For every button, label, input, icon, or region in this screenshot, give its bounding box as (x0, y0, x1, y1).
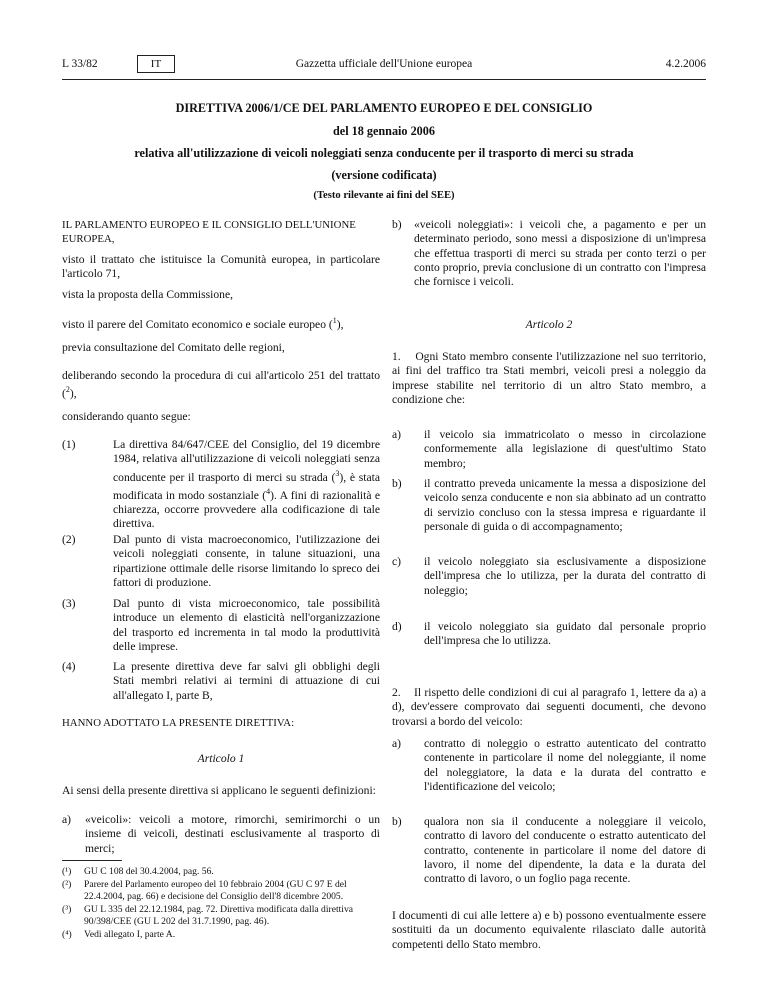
article-2-paragraph-2: 2. Il rispetto delle condizioni di cui al paragrafo 1, lettere da a) a d), dev'essere comprovato dai seguenti documenti, che devono trovarsi a bordo del veicolo: (392, 686, 706, 728)
article-1-intro: Ai sensi della presente direttiva si applicano le seguenti definizioni: (62, 784, 376, 797)
definition-label: b) (392, 218, 402, 231)
closing-paragraph: I documenti di cui alle lettere a) e b) possono eventualmente essere sostituiti da un documento equivalente rilasciato dalle autorità competenti dello Stato membro. (392, 909, 706, 951)
footnote: (⁴) Vedi allegato I, parte A. (62, 929, 176, 940)
citation-procedure: deliberando secondo la procedura di cui all'articolo 251 del trattato ($^2$), (62, 369, 380, 401)
footnote: (³) GU L 335 del 22.12.1984, pag. 72. Direttiva modificata dalla direttiva 90/398/CEE (GU L 202 del 31.7.1990, pag. 46). (62, 904, 353, 927)
recital-number: (4) (62, 660, 76, 673)
language-code: IT (150, 58, 162, 70)
document-text: contratto di noleggio o estratto autenticato del contratto contenente in particolare il nome del noleggiante, il nome del noleggiatore, la data e la durata del contratto e l'identificazione del veicolo; (424, 737, 706, 793)
citation-regions: previa consultazione del Comitato delle regioni, (62, 341, 285, 354)
recital-text: La direttiva 84/647/CEE del Consiglio, del 19 dicembre 1984, relativa all'utilizzazione di veicoli noleggiati senza conducente per il trasporto di merci su strada ($^3$), è stata modificata in modo sostanziale ($^4$). A fini di razionalità e chiarezza, occorre provvedere alla codificazione di tale direttiva. (113, 438, 381, 531)
adoption-statement: HANNO ADOTTATO LA PRESENTE DIRETTIVA: (62, 717, 295, 729)
definition-vehicles: «veicoli»: veicoli a motore, rimorchi, semirimorchi o un insieme di veicoli, destinati esclusivamente al trasporto di merci; (85, 813, 380, 855)
directive-title: DIRETTIVA 2006/1/CE DEL PARLAMENTO EUROPEO E DEL CONSIGLIO (175, 101, 593, 115)
recital-number: (1) (62, 438, 76, 451)
article-2-title: Articolo 2 (525, 318, 573, 331)
footnote-rule (62, 860, 122, 861)
condition-text: il veicolo noleggiato sia guidato dal personale proprio dell'impresa che lo utilizza. (424, 620, 706, 648)
condition-label: a) (392, 428, 402, 441)
considering: considerando quanto segue: (62, 410, 191, 423)
recital-number: (3) (62, 597, 76, 610)
condition-label: b) (392, 477, 402, 490)
condition-label: d) (392, 620, 402, 633)
definition-label: a) (62, 813, 72, 826)
condition-text: il veicolo noleggiato sia esclusivamente a disposizione dell'impresa che lo utilizza, per la durata del contratto di noleggio; (424, 555, 706, 597)
condition-text: il contratto preveda unicamente la messa a disposizione del veicolo senza conducente e non sia abbinato ad un contratto di servizio concluso con la stessa impresa e riguardante il personale di guida o di accompagnamento; (424, 477, 706, 533)
footnote: (²) Parere del Parlamento europeo del 10 febbraio 2004 (GU C 97 E del 22.4.2004, pag. 66) e decisione del Consiglio dell'8 dicembre 2005. (62, 879, 347, 902)
citation-ecosoc: visto il parere del Comitato economico e sociale europeo ($^1$), (62, 316, 344, 331)
recital-text: Dal punto di vista microeconomico, tale possibilità introduce un elemento di elasticità nell'organizzazione del trasporto ed incrementa in tal modo la produttività delle imprese. (113, 597, 380, 653)
document-label: b) (392, 815, 402, 828)
page-ref: L 33/82 (62, 58, 98, 70)
document-text: qualora non sia il conducente a noleggiare il veicolo, contratto di lavoro del conducente o estratto autenticato del contratto, contenente in particolare il nome del datore di lavoro, il nome del dipendente, la data e la durata del contratto di lavoro, o un foglio paga recente. (424, 815, 706, 886)
directive-date: del 18 gennaio 2006 (333, 124, 435, 138)
header-rule (62, 79, 706, 80)
definition-rented-vehicles: «veicoli noleggiati»: i veicoli che, a pagamento e per un determinato periodo, sono messi a disposizione di un'impresa che effettua trasporti di merci su strada per conto terzi o per conto proprio, previa conclusione di un contratto con l'impresa che fornisce i veicoli. (414, 218, 706, 289)
journal-name: Gazzetta ufficiale dell'Unione europea (295, 58, 473, 70)
directive-subject: relativa all'utilizzazione di veicoli noleggiati senza conducente per il trasporto di merci su strada (134, 146, 634, 160)
footnote: (¹) GU C 108 del 30.4.2004, pag. 56. (62, 866, 214, 877)
eea-relevance: (Testo rilevante ai fini del SEE) (313, 190, 455, 201)
recital-text: Dal punto di vista macroeconomico, l'utilizzazione dei veicoli noleggiati consente, in talune situazioni, una ripartizione ottimale delle risorse limitando lo spreco dei fattori di produzione. (113, 533, 380, 589)
publication-date: 4.2.2006 (665, 58, 706, 70)
article-2-paragraph-1: 1. Ogni Stato membro consente l'utilizzazione nel suo territorio, ai fini del traffico tra Stati membri, veicoli presi a noleggio da imprese stabilite nel territorio di un altro Stato membro, a condizione che: (392, 350, 706, 406)
recital-number: (2) (62, 533, 76, 546)
codified-version: (versione codificata) (331, 168, 437, 182)
condition-label: c) (392, 555, 402, 568)
document-label: a) (392, 737, 402, 750)
recital-text: La presente direttiva deve far salvi gli obblighi degli Stati membri relativi ai termini di attuazione di cui all'allegato I, parte B, (113, 660, 380, 702)
article-1-title: Articolo 1 (197, 752, 245, 765)
citation-proposal: vista la proposta della Commissione, (62, 288, 233, 301)
preamble-intro: IL PARLAMENTO EUROPEO E IL CONSIGLIO DELL'UNIONE EUROPEA, (62, 219, 356, 246)
citation-treaty: visto il trattato che istituisce la Comunità europea, in particolare l'articolo 71, (62, 253, 380, 281)
condition-text: il veicolo sia immatricolato o messo in circolazione conformemente alla legislazione di quest'ultimo Stato membro; (424, 428, 706, 470)
